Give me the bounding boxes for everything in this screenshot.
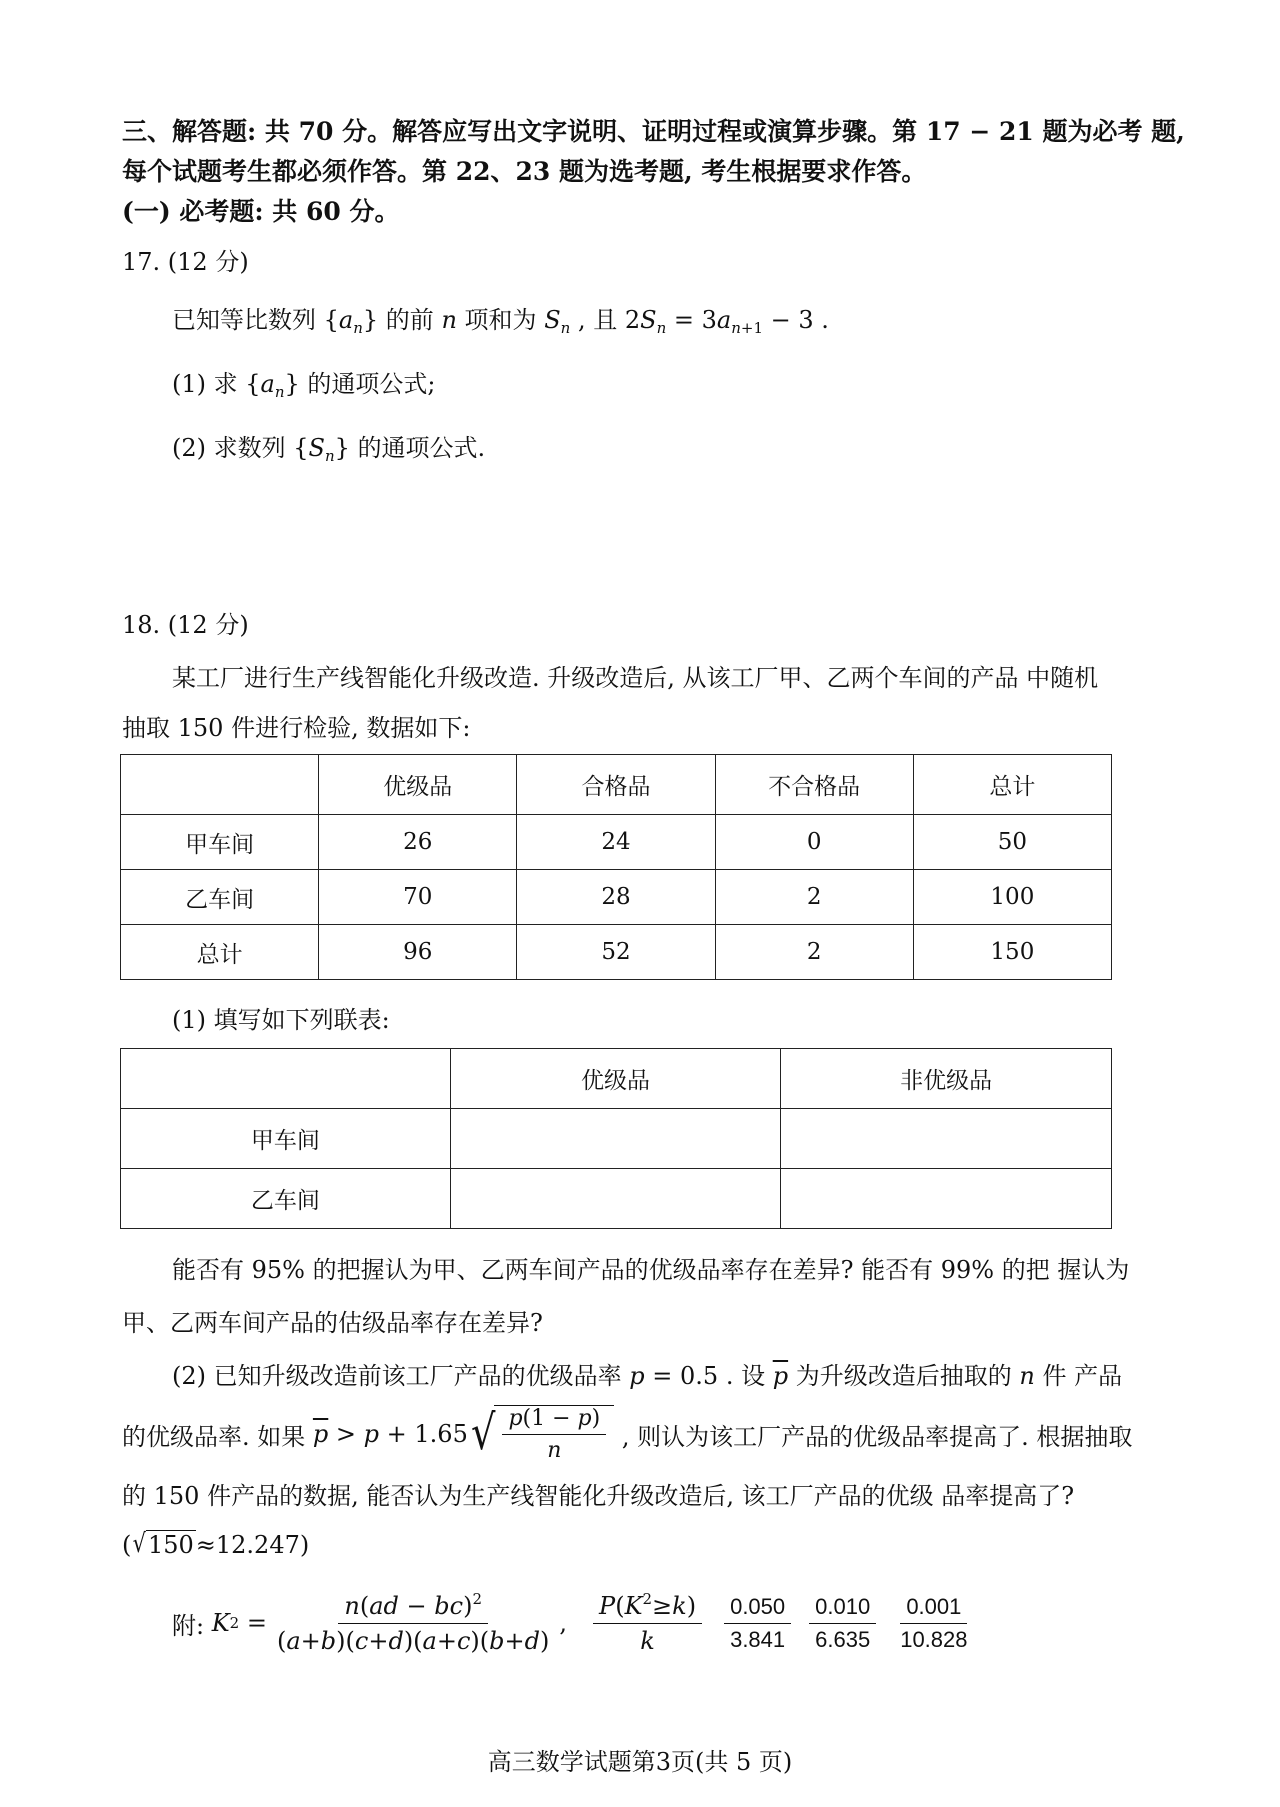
q18-intro-line2: 抽取 150 件进行检验, 数据如下: (122, 714, 471, 742)
table-cell: 甲车间 (121, 1109, 451, 1169)
table-header-cell (121, 1049, 451, 1109)
table-cell: 150 (913, 925, 1111, 980)
table-cell: 70 (319, 870, 517, 925)
table-cell: 2 (715, 925, 913, 980)
q18-part2-line1: (2) 已知升级改造前该工厂产品的优级品率 p = 0.5 . 设 $\overline{p}$ 为升级改造后抽取的 n 件 产品 (172, 1362, 1123, 1390)
table-row (121, 870, 1112, 925)
table-cell: 0 (715, 815, 913, 870)
q18-question-line2: 甲、乙两车间产品的估级品率存在差异? (122, 1309, 543, 1337)
table-header-cell: 不合格品 (715, 755, 913, 815)
table-cell: 52 (517, 925, 715, 980)
answer-cell[interactable] (450, 1109, 781, 1169)
table-header-cell: 总计 (913, 755, 1111, 815)
q18-part1-label: (1) 填写如下列联表: (172, 1006, 390, 1034)
table-cell: 96 (319, 925, 517, 980)
table-row (121, 925, 1112, 980)
table-cell: 总计 (121, 925, 319, 980)
contingency-table (120, 1048, 1112, 1229)
table-cell: 26 (319, 815, 517, 870)
table-cell: 甲车间 (121, 815, 319, 870)
section-heading-line1: 三、解答题: 共 70 分。解答应写出文字说明、证明过程或演算步骤。第 17 − 21 题为必考 题, (122, 117, 1185, 146)
table-cell: 28 (517, 870, 715, 925)
k-table-col: $\frac{0.010}{6.635}$ (809, 1594, 876, 1653)
table-row (121, 815, 1112, 870)
appendix-formula: 附: K 2 = $\frac{n(ad - bc)^2}{(a+b)(c+d)(a+c)(b+d)}$ , $\frac{P(K^2\ge k)}{k}$ $\frac{0.050}{3.841}$ $\frac{0.010}{6.635}$ $\frac{0.001}{10.828}$ (172, 1578, 978, 1668)
k-table-col: $\frac{0.050}{3.841}$ (724, 1594, 791, 1653)
table-row (121, 1109, 1112, 1169)
table-cell: 24 (517, 815, 715, 870)
k-table-label: $\frac{P(K^2\ge k)}{k}$ (593, 1592, 702, 1655)
table-cell: 50 (913, 815, 1111, 870)
table-header-cell: 非优级品 (781, 1049, 1112, 1109)
sqrt-expression: √ $\frac{p(1 - p)}{n}$ (468, 1405, 614, 1463)
q18-part2-line3: 的 150 件产品的数据, 能否认为生产线智能化升级改造后, 该工厂产品的优级 品率提高了? (122, 1482, 1075, 1510)
table-header-cell: 合格品 (517, 755, 715, 815)
q18-question-line1: 能否有 95% 的把握认为甲、乙两车间产品的优级品率存在差异? 能否有 99% 的把 握认为 (172, 1256, 1130, 1284)
table-header-row (121, 755, 1112, 815)
data-table (120, 754, 1112, 980)
answer-cell[interactable] (781, 1169, 1112, 1229)
q18-part2-line2: 的优级品率. 如果 $\overline{p}$ > p + 1.65 √ $\frac{p(1 - p)}{n}$ , 则认为该工厂产品的优级品率提高了. 根据抽取 (122, 1405, 1133, 1463)
table-header-row (121, 1049, 1112, 1109)
answer-cell[interactable] (781, 1109, 1112, 1169)
q18-number: 18. (12 分) (122, 611, 249, 639)
table-cell: 100 (913, 870, 1111, 925)
k-table-col: $\frac{0.001}{10.828}$ (900, 1593, 968, 1652)
table-cell: 乙车间 (121, 870, 319, 925)
q17-part1: (1) 求 $\{a_n\}$ 的通项公式; (172, 370, 436, 401)
page-footer: 高三数学试题第3页(共 5 页) (487, 1748, 793, 1776)
sqrt-note: ( √ 150 ≈12.247) (122, 1529, 310, 1559)
section-heading-line2: 每个试题考生都必须作答。第 22、23 题为选考题, 考生根据要求作答。 (122, 157, 927, 186)
table-header-cell: 优级品 (450, 1049, 781, 1109)
chi-square-fraction: $\frac{n(ad - bc)^2}{(a+b)(c+d)(a+c)(b+d)}$ (276, 1589, 550, 1655)
q18-intro-line1: 某工厂进行生产线智能化升级改造. 升级改造后, 从该工厂甲、乙两个车间的产品 中随机 (172, 664, 1099, 692)
table-header-cell: 优级品 (319, 755, 517, 815)
table-cell: 2 (715, 870, 913, 925)
table-header-cell (121, 755, 319, 815)
q17-number: 17. (12 分) (122, 248, 249, 276)
table-cell: 乙车间 (121, 1169, 451, 1229)
sub-heading: (一) 必考题: 共 60 分。 (122, 197, 400, 226)
q17-part2: (2) 求数列 $\{S_n\}$ 的通项公式. (172, 434, 486, 465)
q17-stem: 已知等比数列 $\{a_n\}$ 的前 n 项和为 $S_n$ , 且 $2S_n = 3a_{n+1} - 3$ . (172, 306, 829, 337)
table-row (121, 1169, 1112, 1229)
answer-cell[interactable] (450, 1169, 781, 1229)
